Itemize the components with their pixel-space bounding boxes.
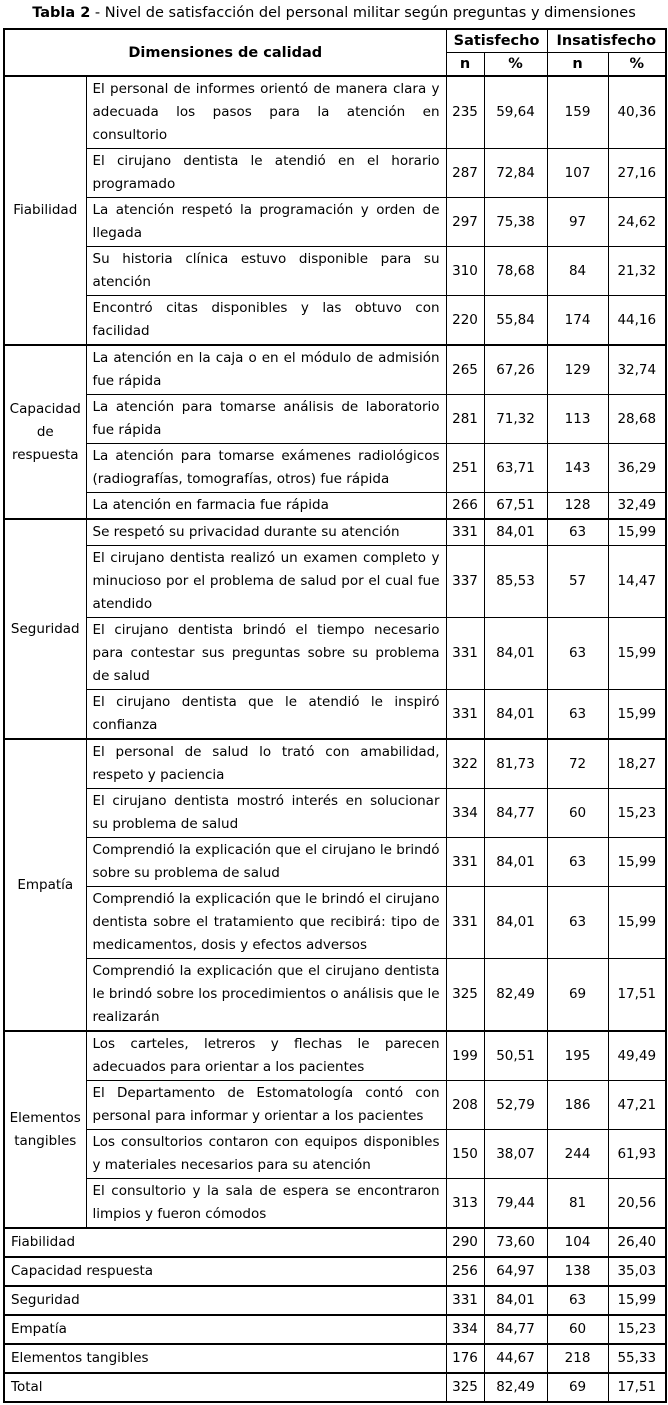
question-row bbox=[4, 1031, 666, 1081]
summary-satisfied-n-cell: 176 bbox=[446, 1344, 484, 1373]
dimension-cell: Elementos tangibles bbox=[4, 1031, 86, 1228]
header-dissatisfied-n: n bbox=[547, 53, 608, 77]
satisfied-n-cell: 313 bbox=[446, 1179, 484, 1229]
dimension-cell: Seguridad bbox=[4, 519, 86, 739]
summary-satisfied-n-cell: 290 bbox=[446, 1228, 484, 1257]
dissatisfied-pct-cell: 61,93 bbox=[608, 1130, 666, 1179]
satisfied-n-cell: 337 bbox=[446, 546, 484, 618]
summary-row bbox=[4, 1228, 666, 1257]
satisfied-pct-cell: 81,73 bbox=[484, 739, 547, 789]
satisfied-pct-cell: 84,01 bbox=[484, 618, 547, 690]
satisfied-n-cell: 325 bbox=[446, 959, 484, 1032]
summary-row bbox=[4, 1373, 666, 1402]
question-cell: El consultorio y la sala de espera se encontraron limpios y fueron cómodos bbox=[86, 1179, 446, 1229]
satisfied-n-cell: 297 bbox=[446, 198, 484, 247]
question-row bbox=[4, 546, 666, 618]
summary-satisfied-pct-cell: 44,67 bbox=[484, 1344, 547, 1373]
summary-dissatisfied-n-cell: 138 bbox=[547, 1257, 608, 1286]
satisfied-pct-cell: 38,07 bbox=[484, 1130, 547, 1179]
question-cell: Su historia clínica estuvo disponible para su atención bbox=[86, 247, 446, 296]
question-cell: La atención para tomarse exámenes radiológicos (radiografías, tomografías, otros) fue rápida bbox=[86, 444, 446, 493]
summary-satisfied-pct-cell: 82,49 bbox=[484, 1373, 547, 1402]
dissatisfied-pct-cell: 47,21 bbox=[608, 1081, 666, 1130]
satisfied-pct-cell: 78,68 bbox=[484, 247, 547, 296]
dissatisfied-pct-cell: 18,27 bbox=[608, 739, 666, 789]
question-cell: El cirujano dentista realizó un examen completo y minucioso por el problema de salud por el cual fue atendido bbox=[86, 546, 446, 618]
dissatisfied-pct-cell: 27,16 bbox=[608, 149, 666, 198]
satisfied-n-cell: 334 bbox=[446, 789, 484, 838]
summary-row bbox=[4, 1344, 666, 1373]
dissatisfied-pct-cell: 14,47 bbox=[608, 546, 666, 618]
satisfied-n-cell: 150 bbox=[446, 1130, 484, 1179]
question-row bbox=[4, 76, 666, 149]
satisfied-pct-cell: 67,51 bbox=[484, 493, 547, 520]
dissatisfied-n-cell: 63 bbox=[547, 887, 608, 959]
dissatisfied-pct-cell: 15,99 bbox=[608, 690, 666, 740]
satisfied-pct-cell: 72,84 bbox=[484, 149, 547, 198]
summary-satisfied-pct-cell: 73,60 bbox=[484, 1228, 547, 1257]
satisfied-pct-cell: 79,44 bbox=[484, 1179, 547, 1229]
summary-dissatisfied-pct-cell: 35,03 bbox=[608, 1257, 666, 1286]
question-cell: Comprendió la explicación que le brindó el cirujano dentista sobre el tratamiento que recibirá: tipo de medicamentos, dosis y efectos adversos bbox=[86, 887, 446, 959]
question-cell: Los carteles, letreros y flechas le parecen adecuados para orientar a los pacientes bbox=[86, 1031, 446, 1081]
dissatisfied-pct-cell: 15,23 bbox=[608, 789, 666, 838]
question-cell: Los consultorios contaron con equipos disponibles y materiales necesarios para su atención bbox=[86, 1130, 446, 1179]
table-body bbox=[4, 76, 666, 1402]
question-cell: Se respetó su privacidad durante su atención bbox=[86, 519, 446, 546]
question-row bbox=[4, 519, 666, 546]
dissatisfied-pct-cell: 20,56 bbox=[608, 1179, 666, 1229]
satisfied-n-cell: 331 bbox=[446, 887, 484, 959]
summary-dissatisfied-n-cell: 218 bbox=[547, 1344, 608, 1373]
dissatisfied-n-cell: 128 bbox=[547, 493, 608, 520]
dissatisfied-pct-cell: 15,99 bbox=[608, 519, 666, 546]
question-cell: Encontró citas disponibles y las obtuvo con facilidad bbox=[86, 296, 446, 346]
satisfied-pct-cell: 59,64 bbox=[484, 76, 547, 149]
dissatisfied-n-cell: 81 bbox=[547, 1179, 608, 1229]
satisfied-n-cell: 331 bbox=[446, 690, 484, 740]
dimension-cell: Capacidad de respuesta bbox=[4, 345, 86, 519]
question-row bbox=[4, 444, 666, 493]
dimension-cell: Empatía bbox=[4, 739, 86, 1031]
dissatisfied-pct-cell: 17,51 bbox=[608, 959, 666, 1032]
dissatisfied-n-cell: 60 bbox=[547, 789, 608, 838]
satisfied-pct-cell: 71,32 bbox=[484, 395, 547, 444]
question-row bbox=[4, 618, 666, 690]
header-row-1 bbox=[4, 29, 666, 53]
table-title-text: - Nivel de satisfacción del personal militar según preguntas y dimensiones bbox=[90, 5, 636, 21]
dissatisfied-n-cell: 129 bbox=[547, 345, 608, 395]
satisfied-n-cell: 310 bbox=[446, 247, 484, 296]
satisfied-pct-cell: 75,38 bbox=[484, 198, 547, 247]
dissatisfied-n-cell: 69 bbox=[547, 959, 608, 1032]
summary-label-cell: Total bbox=[4, 1373, 446, 1402]
summary-row bbox=[4, 1286, 666, 1315]
summary-row bbox=[4, 1257, 666, 1286]
question-row bbox=[4, 1179, 666, 1229]
question-cell: La atención respetó la programación y orden de llegada bbox=[86, 198, 446, 247]
satisfied-n-cell: 235 bbox=[446, 76, 484, 149]
header-dissatisfied: Insatisfecho bbox=[547, 29, 666, 53]
summary-satisfied-n-cell: 256 bbox=[446, 1257, 484, 1286]
satisfied-pct-cell: 50,51 bbox=[484, 1031, 547, 1081]
summary-satisfied-n-cell: 325 bbox=[446, 1373, 484, 1402]
summary-row bbox=[4, 1315, 666, 1344]
table-title bbox=[0, 2, 668, 28]
question-row bbox=[4, 959, 666, 1032]
question-row bbox=[4, 395, 666, 444]
dissatisfied-n-cell: 63 bbox=[547, 519, 608, 546]
dissatisfied-pct-cell: 36,29 bbox=[608, 444, 666, 493]
question-row bbox=[4, 198, 666, 247]
summary-dissatisfied-n-cell: 104 bbox=[547, 1228, 608, 1257]
dimension-cell: Fiabilidad bbox=[4, 76, 86, 345]
dissatisfied-n-cell: 159 bbox=[547, 76, 608, 149]
summary-label-cell: Empatía bbox=[4, 1315, 446, 1344]
question-row bbox=[4, 247, 666, 296]
dissatisfied-pct-cell: 15,99 bbox=[608, 618, 666, 690]
table-header bbox=[4, 29, 666, 76]
question-row bbox=[4, 887, 666, 959]
dissatisfied-n-cell: 143 bbox=[547, 444, 608, 493]
summary-label-cell: Elementos tangibles bbox=[4, 1344, 446, 1373]
dissatisfied-pct-cell: 21,32 bbox=[608, 247, 666, 296]
dissatisfied-n-cell: 107 bbox=[547, 149, 608, 198]
question-row bbox=[4, 1081, 666, 1130]
satisfied-n-cell: 265 bbox=[446, 345, 484, 395]
dissatisfied-n-cell: 174 bbox=[547, 296, 608, 346]
satisfied-pct-cell: 84,01 bbox=[484, 838, 547, 887]
dissatisfied-pct-cell: 28,68 bbox=[608, 395, 666, 444]
dissatisfied-n-cell: 63 bbox=[547, 690, 608, 740]
summary-dissatisfied-n-cell: 69 bbox=[547, 1373, 608, 1402]
satisfied-n-cell: 266 bbox=[446, 493, 484, 520]
header-dissatisfied-pct: % bbox=[608, 53, 666, 77]
dissatisfied-pct-cell: 32,49 bbox=[608, 493, 666, 520]
dissatisfied-n-cell: 97 bbox=[547, 198, 608, 247]
satisfied-n-cell: 331 bbox=[446, 519, 484, 546]
question-cell: El personal de informes orientó de manera clara y adecuada los pasos para la atención en consultorio bbox=[86, 76, 446, 149]
satisfied-pct-cell: 52,79 bbox=[484, 1081, 547, 1130]
header-satisfied-n: n bbox=[446, 53, 484, 77]
satisfied-pct-cell: 84,01 bbox=[484, 887, 547, 959]
satisfied-n-cell: 322 bbox=[446, 739, 484, 789]
question-row bbox=[4, 1130, 666, 1179]
dissatisfied-pct-cell: 49,49 bbox=[608, 1031, 666, 1081]
satisfied-pct-cell: 84,01 bbox=[484, 690, 547, 740]
dissatisfied-n-cell: 195 bbox=[547, 1031, 608, 1081]
summary-dissatisfied-pct-cell: 26,40 bbox=[608, 1228, 666, 1257]
dissatisfied-n-cell: 186 bbox=[547, 1081, 608, 1130]
summary-satisfied-pct-cell: 64,97 bbox=[484, 1257, 547, 1286]
summary-satisfied-n-cell: 331 bbox=[446, 1286, 484, 1315]
dissatisfied-pct-cell: 15,99 bbox=[608, 838, 666, 887]
question-cell: Comprendió la explicación que el cirujano dentista le brindó sobre los procedimientos o análisis que le realizarán bbox=[86, 959, 446, 1032]
question-cell: El cirujano dentista que le atendió le inspiró confianza bbox=[86, 690, 446, 740]
summary-dissatisfied-n-cell: 63 bbox=[547, 1286, 608, 1315]
satisfied-n-cell: 199 bbox=[446, 1031, 484, 1081]
satisfied-pct-cell: 63,71 bbox=[484, 444, 547, 493]
dissatisfied-n-cell: 244 bbox=[547, 1130, 608, 1179]
question-row bbox=[4, 149, 666, 198]
question-cell: Comprendió la explicación que el cirujano le brindó sobre su problema de salud bbox=[86, 838, 446, 887]
question-cell: La atención para tomarse análisis de laboratorio fue rápida bbox=[86, 395, 446, 444]
summary-dissatisfied-pct-cell: 17,51 bbox=[608, 1373, 666, 1402]
satisfied-n-cell: 281 bbox=[446, 395, 484, 444]
summary-label-cell: Capacidad respuesta bbox=[4, 1257, 446, 1286]
question-cell: El cirujano dentista brindó el tiempo necesario para contestar sus preguntas sobre su problema de salud bbox=[86, 618, 446, 690]
summary-dissatisfied-pct-cell: 55,33 bbox=[608, 1344, 666, 1373]
summary-dissatisfied-pct-cell: 15,99 bbox=[608, 1286, 666, 1315]
question-row bbox=[4, 789, 666, 838]
satisfied-pct-cell: 55,84 bbox=[484, 296, 547, 346]
satisfied-pct-cell: 82,49 bbox=[484, 959, 547, 1032]
summary-dissatisfied-n-cell: 60 bbox=[547, 1315, 608, 1344]
question-cell: El Departamento de Estomatología contó con personal para informar y orientar a los pacientes bbox=[86, 1081, 446, 1130]
dissatisfied-pct-cell: 44,16 bbox=[608, 296, 666, 346]
question-row bbox=[4, 493, 666, 520]
question-cell: El cirujano dentista le atendió en el horario programado bbox=[86, 149, 446, 198]
question-cell: La atención en farmacia fue rápida bbox=[86, 493, 446, 520]
question-row bbox=[4, 690, 666, 740]
satisfaction-table bbox=[3, 28, 667, 1403]
header-satisfied-pct: % bbox=[484, 53, 547, 77]
satisfied-n-cell: 331 bbox=[446, 618, 484, 690]
question-cell: El personal de salud lo trató con amabilidad, respeto y paciencia bbox=[86, 739, 446, 789]
summary-satisfied-pct-cell: 84,77 bbox=[484, 1315, 547, 1344]
dissatisfied-n-cell: 84 bbox=[547, 247, 608, 296]
satisfied-n-cell: 208 bbox=[446, 1081, 484, 1130]
dissatisfied-pct-cell: 40,36 bbox=[608, 76, 666, 149]
summary-satisfied-pct-cell: 84,01 bbox=[484, 1286, 547, 1315]
dissatisfied-pct-cell: 15,99 bbox=[608, 887, 666, 959]
dissatisfied-n-cell: 63 bbox=[547, 838, 608, 887]
satisfied-pct-cell: 84,77 bbox=[484, 789, 547, 838]
question-row bbox=[4, 345, 666, 395]
dissatisfied-pct-cell: 24,62 bbox=[608, 198, 666, 247]
dissatisfied-n-cell: 63 bbox=[547, 618, 608, 690]
dissatisfied-n-cell: 113 bbox=[547, 395, 608, 444]
question-row bbox=[4, 838, 666, 887]
satisfied-n-cell: 287 bbox=[446, 149, 484, 198]
dissatisfied-pct-cell: 32,74 bbox=[608, 345, 666, 395]
satisfied-pct-cell: 67,26 bbox=[484, 345, 547, 395]
satisfied-pct-cell: 84,01 bbox=[484, 519, 547, 546]
dissatisfied-n-cell: 72 bbox=[547, 739, 608, 789]
header-dimensions: Dimensiones de calidad bbox=[4, 29, 446, 76]
table-title-number: Tabla 2 bbox=[32, 5, 91, 21]
header-satisfied: Satisfecho bbox=[446, 29, 547, 53]
satisfied-pct-cell: 85,53 bbox=[484, 546, 547, 618]
question-cell: La atención en la caja o en el módulo de admisión fue rápida bbox=[86, 345, 446, 395]
satisfied-n-cell: 331 bbox=[446, 838, 484, 887]
question-row bbox=[4, 739, 666, 789]
question-row bbox=[4, 296, 666, 346]
summary-label-cell: Seguridad bbox=[4, 1286, 446, 1315]
dissatisfied-n-cell: 57 bbox=[547, 546, 608, 618]
satisfied-n-cell: 220 bbox=[446, 296, 484, 346]
question-cell: El cirujano dentista mostró interés en solucionar su problema de salud bbox=[86, 789, 446, 838]
summary-satisfied-n-cell: 334 bbox=[446, 1315, 484, 1344]
summary-label-cell: Fiabilidad bbox=[4, 1228, 446, 1257]
satisfied-n-cell: 251 bbox=[446, 444, 484, 493]
summary-dissatisfied-pct-cell: 15,23 bbox=[608, 1315, 666, 1344]
